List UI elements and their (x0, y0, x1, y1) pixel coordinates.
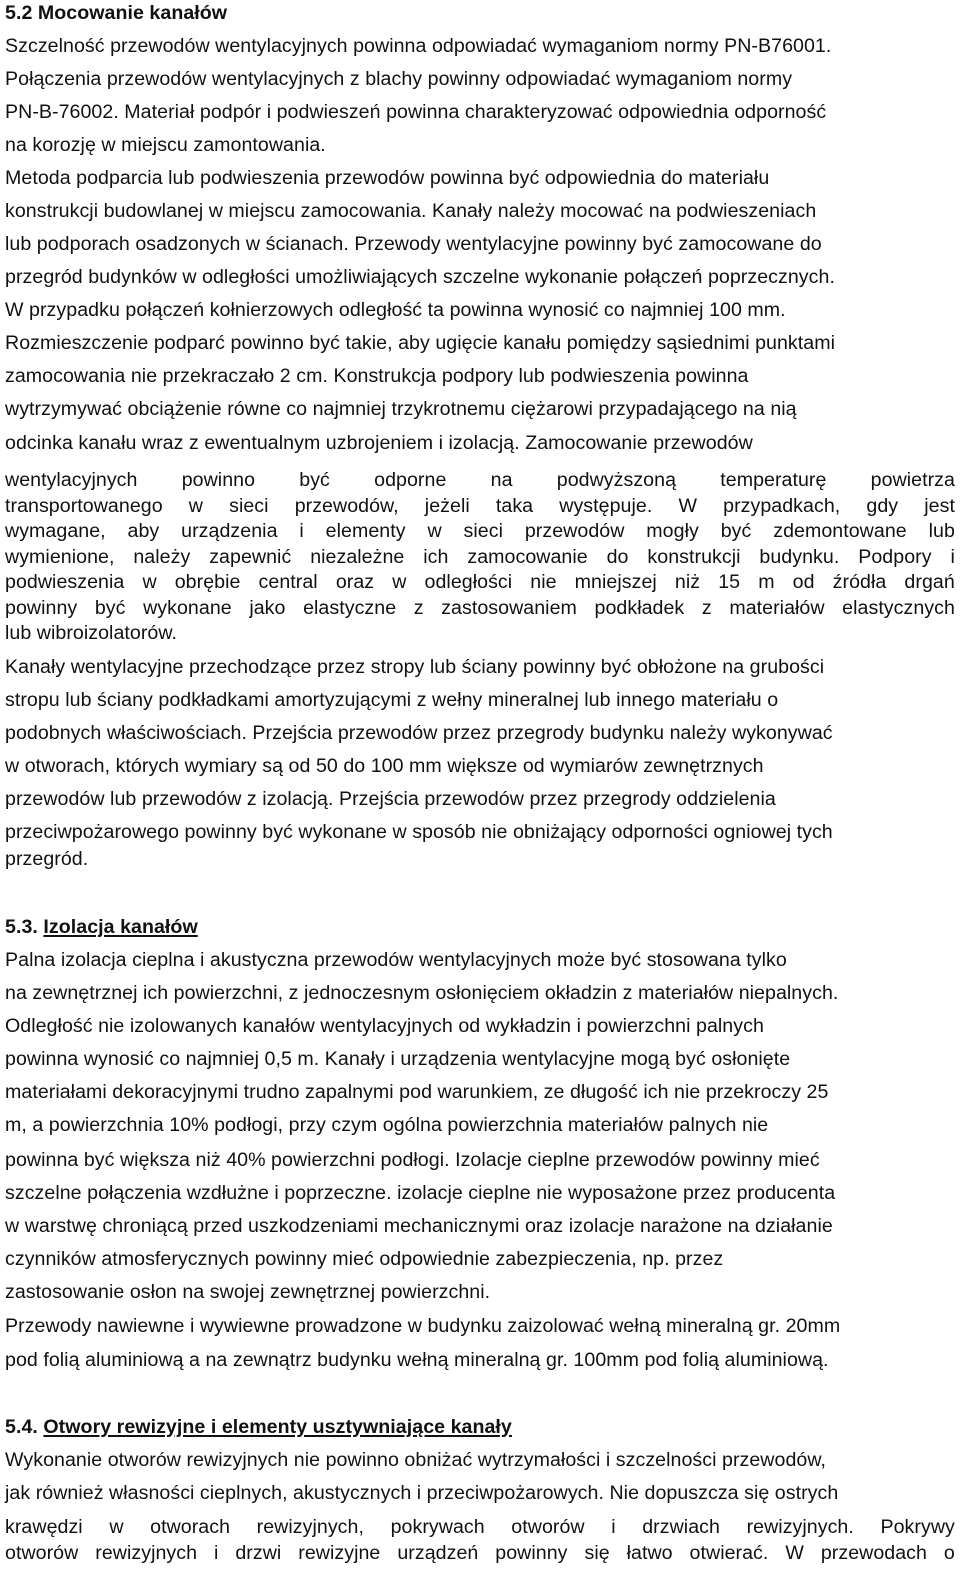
word: w (427, 520, 442, 542)
word: wymienione, (5, 546, 115, 568)
text-line (5, 468, 955, 492)
word: drgań (904, 571, 955, 593)
word: podkładek (594, 597, 685, 619)
word: z (701, 597, 712, 619)
text-line: Metoda podparcia lub podwieszenia przewodów powinna być odpowiednia do materiału (5, 167, 770, 189)
word: w (392, 571, 407, 593)
word: i (950, 546, 955, 568)
text-line (5, 1515, 955, 1539)
word: przewodów, (294, 495, 399, 517)
section-title: Izolacja kanałów (43, 916, 198, 938)
word: powinno (181, 469, 256, 491)
text-line: stropu lub ściany podkładkami amortyzującymi z wełny mineralnej lub innego materiału o (5, 689, 779, 711)
word: zamocowanie (467, 546, 588, 568)
word: gdy (866, 495, 899, 517)
word: lub (928, 520, 955, 542)
word: wymagane, (5, 520, 106, 542)
word: w (188, 495, 203, 517)
word: występuje. (559, 495, 653, 517)
text-line: w warstwę chroniącą przed uszkodzeniami mechanicznymi oraz izolacje narażone na działanie (5, 1215, 833, 1237)
word: obrębie (174, 571, 241, 593)
text-line: przegród. (5, 848, 89, 870)
text-line (5, 494, 955, 518)
word: należy (133, 546, 191, 568)
word: być (720, 520, 752, 542)
word: z (413, 597, 424, 619)
word: krawędzi (5, 1516, 83, 1538)
word: Pokrywy (880, 1516, 955, 1538)
text-line: jak również własności cieplnych, akustycznych i przeciwpożarowych. Nie dopuszcza się ostrych (5, 1482, 839, 1504)
word: przypadkach, (723, 495, 841, 517)
text-line: m, a powierzchnia 10% podłogi, przy czym ogólna powierzchnia materiałów palnych nie (5, 1114, 769, 1136)
word: oraz (335, 571, 375, 593)
word: elementy (325, 520, 406, 542)
text-line: w otworach, których wymiary są od 50 do 100 mm większe od wymiarów zewnętrznych (5, 755, 764, 777)
text-line: Kanały wentylacyjne przechodzące przez stropy lub ściany powinny być obłożone na grubości (5, 656, 825, 678)
word: otworów (511, 1516, 585, 1538)
word: i (214, 1542, 219, 1564)
text-line: powinna być większa niż 40% powierzchni podłogi. Izolacje cieplne przewodów powinny mieć (5, 1149, 820, 1171)
text-line: Przewody nawiewne i wywiewne prowadzone w budynku zaizolować wełną mineralną gr. 20mm (5, 1315, 841, 1337)
text-line: przeciwpożarowego powinny być wykonane w sposób nie obniżający odporności ogniowej tych (5, 821, 833, 843)
text-line: czynników atmosferycznych powinny mieć odpowiednie zabezpieczenia, np. przez (5, 1248, 724, 1270)
text-line: Rozmieszczenie podparć powinno być takie, aby ugięcie kanału pomiędzy sąsiednimi punktami (5, 332, 835, 354)
word: się (584, 1542, 610, 1564)
text-line (5, 545, 955, 569)
text-line: na korozję w miejscu zamontowania. (5, 134, 326, 156)
word: powinny (5, 597, 78, 619)
word: przewodów (524, 520, 625, 542)
word: łatwo (626, 1542, 673, 1564)
word: w (109, 1516, 124, 1538)
text-line (5, 1541, 955, 1565)
word: drzwiach (642, 1516, 720, 1538)
word: konstrukcji (647, 546, 741, 568)
word: zdemontowane (773, 520, 907, 542)
word: źródła (832, 571, 887, 593)
word: i (611, 1516, 616, 1538)
word: Podpory (858, 546, 932, 568)
text-line: podobnych właściwościach. Przejścia przewodów przez przegrody budynku należy wykonywać (5, 722, 833, 744)
word: urządzenia (181, 520, 278, 542)
word: otwierać. (689, 1542, 769, 1564)
text-line: PN-B-76002. Materiał podpór i podwieszeń powinna charakteryzować odpowiednia odporność (5, 101, 827, 123)
text-line: wytrzymywać obciążenie równe co najmniej trzykrotnemu ciężarowi przypadającego na nią (5, 398, 797, 420)
word: elastycznych (842, 597, 955, 619)
word: sieci (463, 520, 503, 542)
text-line: powinna wynosić co najmniej 0,5 m. Kanały i urządzenia wentylacyjne mogą być osłonięte (5, 1048, 791, 1070)
text-line: zastosowanie osłon na swojej zewnętrznej powierzchni. (5, 1281, 491, 1303)
text-line: Odległość nie izolowanych kanałów wentylacyjnych od wykładzin i powierzchni palnych (5, 1015, 764, 1037)
word: rewizyjne (298, 1542, 381, 1564)
section-number: 5.3. (5, 916, 38, 938)
paragraph-end-line: lub wibroizolatorów. (5, 622, 177, 644)
word: W (785, 1542, 804, 1564)
text-line: przegród budynków w odległości umożliwiających szczelne wykonanie połączeń poprzecznych. (5, 266, 835, 288)
word: rewizyjnych (95, 1542, 198, 1564)
word: mogły (646, 520, 699, 542)
word: pokrywach (390, 1516, 485, 1538)
word: rewizyjnych. (746, 1516, 854, 1538)
word: o (943, 1542, 955, 1564)
text-line: zamocowania nie przekraczało 2 cm. Konstrukcja podpory lub podwieszenia powinna (5, 365, 749, 387)
word: podwieszenia (5, 571, 125, 593)
word: temperaturę (720, 469, 827, 491)
word: sieci (229, 495, 269, 517)
text-line (5, 519, 955, 543)
text-line (5, 570, 955, 594)
section-heading-5-4 (5, 1415, 512, 1439)
word: otworów (5, 1542, 79, 1564)
section-number: 5.4. (5, 1416, 38, 1438)
word: central (258, 571, 318, 593)
word: taka (495, 495, 534, 517)
word: przewodach (820, 1542, 927, 1564)
word: otworach (150, 1516, 231, 1538)
word: do (606, 546, 629, 568)
text-line: pod folią aluminiową a na zewnątrz budynku wełną mineralną gr. 100mm pod folią aluminiową. (5, 1349, 829, 1371)
word: elastyczne (303, 597, 397, 619)
word: niż (674, 571, 701, 593)
word: powietrza (870, 469, 955, 491)
text-line: przewodów lub przewodów z izolacją. Przejścia przewodów przez przegrody oddzielenia (5, 788, 776, 810)
word: na (490, 469, 513, 491)
word: od (792, 571, 815, 593)
word: odporne (374, 469, 447, 491)
text-line: materiałami dekoracyjnymi trudno zapalnymi pod warunkiem, ze długość ich nie przekroczy 25 (5, 1081, 829, 1103)
word: być (94, 597, 126, 619)
word: jako (249, 597, 286, 619)
text-line: Wykonanie otworów rewizyjnych nie powinno obniżać wytrzymałości i szczelności przewodów, (5, 1449, 826, 1471)
word: urządzeń (397, 1542, 479, 1564)
word: aby (127, 520, 160, 542)
word: wentylacyjnych (5, 469, 138, 491)
word: powinny (495, 1542, 568, 1564)
section-title: Otwory rewizyjne i elementy usztywniające kanały (43, 1416, 512, 1438)
section-heading-5-3 (5, 915, 198, 939)
word: drzwi (235, 1542, 282, 1564)
word: W (678, 495, 697, 517)
section-heading-5-2: 5.2 Mocowanie kanałów (5, 2, 228, 24)
text-line: odcinka kanału wraz z ewentualnym uzbrojeniem i izolacją. Zamocowanie przewodów (5, 432, 753, 454)
text-line: Palna izolacja cieplna i akustyczna przewodów wentylacyjnych może być stosowana tylko (5, 949, 787, 971)
word: rewizyjnych, (256, 1516, 364, 1538)
word: być (299, 469, 330, 491)
word: 15 (718, 571, 741, 593)
word: i (299, 520, 304, 542)
word: zastosowaniem (441, 597, 577, 619)
word: nie (530, 571, 557, 593)
word: wykonane (143, 597, 232, 619)
text-line: W przypadku połączeń kołnierzowych odległość ta powinna wynosić co najmniej 100 mm. (5, 299, 786, 321)
word: niezależne (310, 546, 405, 568)
word: ich (423, 546, 449, 568)
word: transportowanego (5, 495, 163, 517)
word: podwyższoną (556, 469, 677, 491)
word: jest (924, 495, 955, 517)
word: jeżeli (424, 495, 470, 517)
text-line: Szczelność przewodów wentylacyjnych powinna odpowiadać wymaganiom normy PN-B76001. (5, 35, 832, 57)
word: budynku. (759, 546, 840, 568)
word: materiałów (729, 597, 825, 619)
text-line: szczelne połączenia wzdłużne i poprzeczne. izolacje cieplne nie wyposażone przez producenta (5, 1182, 836, 1204)
text-line: Połączenia przewodów wentylacyjnych z blachy powinny odpowiadać wymaganiom normy (5, 68, 793, 90)
word: m (758, 571, 775, 593)
text-line: konstrukcji budowlanej w miejscu zamocowania. Kanały należy mocować na podwieszeniach (5, 200, 817, 222)
word: odległości (424, 571, 513, 593)
word: mniejszej (574, 571, 657, 593)
word: zapewnić (209, 546, 292, 568)
text-line (5, 596, 955, 620)
text-line: na zewnętrznej ich powierzchni, z jednoczesnym osłonięciem okładzin z materiałów niepalnych. (5, 982, 839, 1004)
word: w (142, 571, 157, 593)
text-line: lub podporach osadzonych w ścianach. Przewody wentylacyjne powinny być zamocowane do (5, 233, 822, 255)
